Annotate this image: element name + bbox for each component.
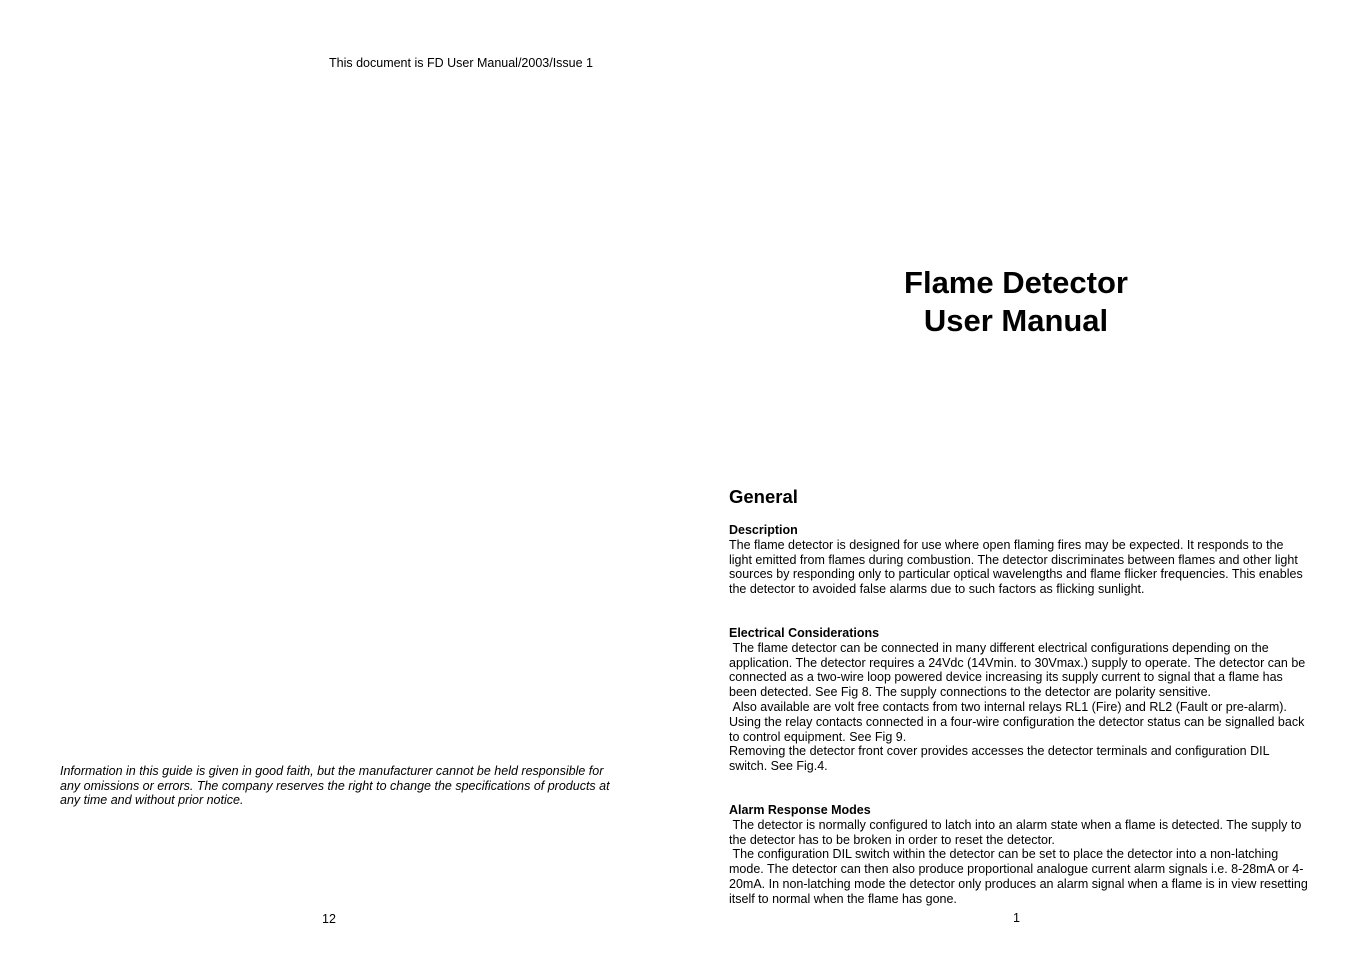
disclaimer-text: Information in this guide is given in good faith, but the manufacturer cannot be held responsible for any omissions or errors. The company reserves the right to change the specifications of products at any time and without prior notice. xyxy=(60,764,610,808)
title-line-1: Flame Detector xyxy=(904,265,1128,300)
electrical-paragraph-1: The flame detector can be connected in many different electrical configurations depending on the application. The detector requires a 24Vdc (14Vmin. to 30Vmax.) supply to operate. The detector can be connected as a two-wire loop powered device increasing its supply current to signal that a flame has been detected. See Fig 8. The supply connections to the detector are polarity sensitive. xyxy=(729,640,1309,700)
alarm-heading: Alarm Response Modes xyxy=(729,803,871,817)
description-heading: Description xyxy=(729,523,798,537)
page-number: 1 xyxy=(1013,911,1020,925)
document-reference: This document is FD User Manual/2003/Issue 1 xyxy=(329,56,594,70)
section-heading-general: General xyxy=(729,486,798,507)
description-section xyxy=(729,523,1309,597)
left-page xyxy=(0,0,675,954)
page-number: 12 xyxy=(322,912,336,926)
electrical-paragraph-2: Also available are volt free contacts from two internal relays RL1 (Fire) and RL2 (Fault or pre-alarm). Using the relay contacts connected in a four-wire configuration the detector status can be signalled back to control equipment. See Fig 9. xyxy=(729,699,1308,744)
document-title xyxy=(841,264,1191,340)
right-page xyxy=(676,0,1351,954)
electrical-paragraph-3: Removing the detector front cover provides accesses the detector terminals and configuration DIL switch. See Fig.4. xyxy=(729,744,1273,774)
description-body: The flame detector is designed for use where open flaming fires may be expected. It responds to the light emitted from flames during combustion. The detector discriminates between flames and other light sources by responding only to particular optical wavelengths and flame flicker frequencies. This enables the detector to avoided false alarms due to such factors as flicking sunlight. xyxy=(729,537,1307,597)
title-line-2: User Manual xyxy=(923,303,1109,338)
electrical-heading: Electrical Considerations xyxy=(729,626,880,640)
alarm-paragraph-1: The detector is normally configured to latch into an alarm state when a flame is detected. The supply to the detector has to be broken in order to reset the detector. xyxy=(729,817,1305,847)
alarm-paragraph-2: The configuration DIL switch within the detector can be set to place the detector into a non-latching mode. The detector can then also produce proportional analogue current alarm signals i.e. 8-28mA or 4-20mA. In non-latching mode the detector only produces an alarm signal when a flame is in view resetting itself to normal when the flame has gone. xyxy=(729,847,1312,906)
alarm-response-modes-section xyxy=(729,803,1312,907)
electrical-considerations-section xyxy=(729,626,1309,774)
